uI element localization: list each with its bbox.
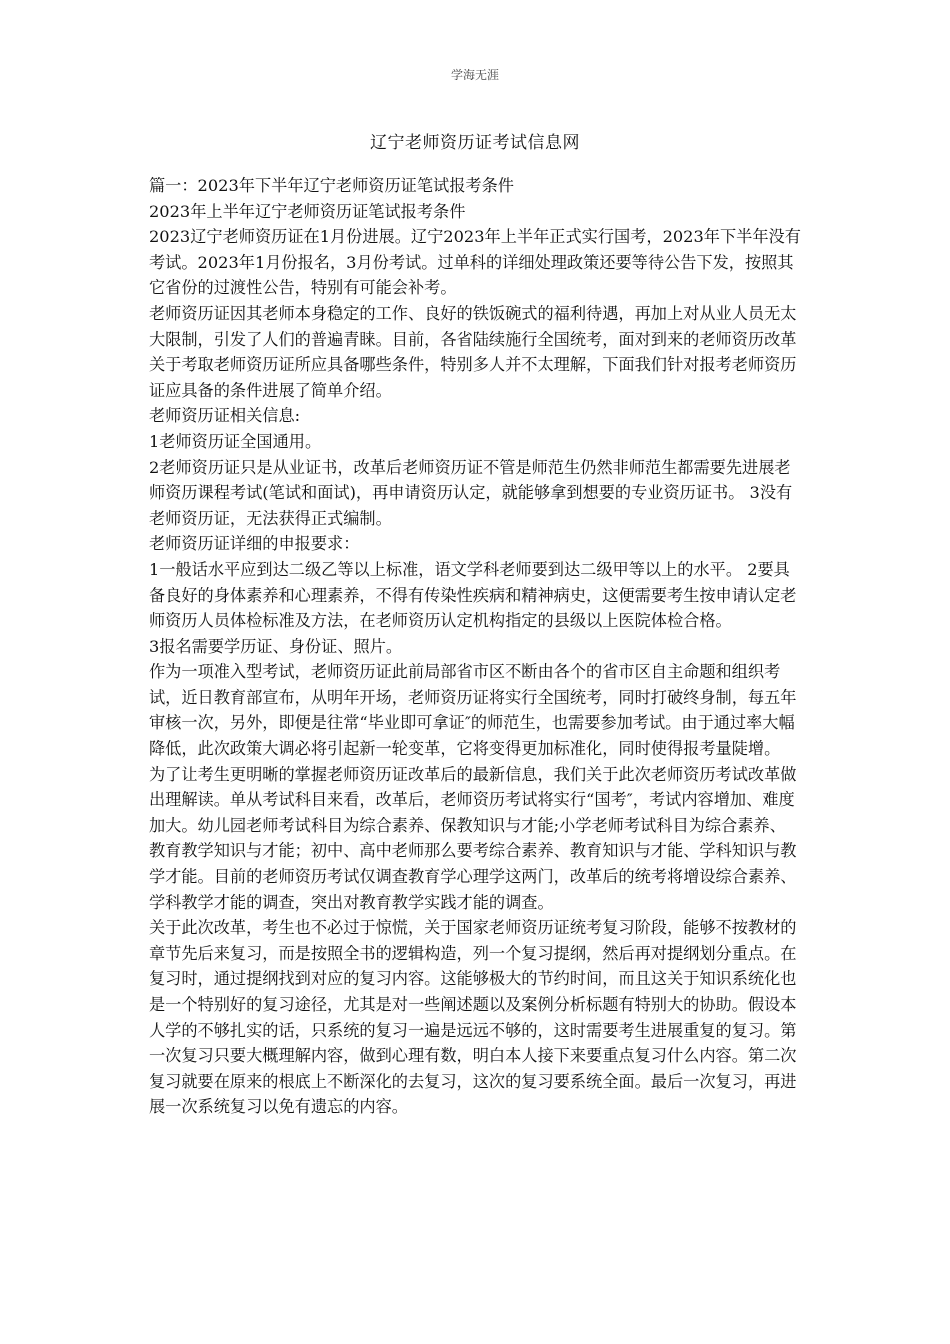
- paragraph-12: 关于此次改革，考生也不必过于惊慌，关于国家老师资历证统考复习阶段，能够不按教材的章节先后来复习，而是按照全书的逻辑构造，列一个复习提纲，然后再对提纲划分重点。在复习时，通过提纲找到对应的复习内容。这能够极大的节约时间，而且这关于知识系统化也是一个特别好的复习途径，尤其是对一些阐述题以及案例分析标题有特别大的协助。假设本人学的不够扎实的话，只系统的复习一遍是远远不够的，这时需要考生进展重复的复习。第一次复习只要大概理解内容，做到心理有数，明白本人接下来要重点复习什么内容。第二次复习就要在原来的根底上不断深化的去复习，这次的复习要系统全面。最后一次复习，再进展一次系统复习以免有遗忘的内容。: [149, 918, 797, 1117]
- paragraph-6: 1老师资历证全国通用。: [149, 431, 322, 451]
- paragraph-8: 老师资历证详细的申报要求：: [149, 534, 360, 554]
- paragraph-7: 2老师资历证只是从业证书，改革后老师资历证不管是师范生仍然非师范生都需要先进展老师资历课程考试(笔试和面试)，再申请资历认定，就能够拿到想要的专业资历证书。 3没有老师资历证，无法获得正式编制。: [149, 457, 793, 528]
- paragraph-10: 3报名需要学历证、身份证、照片。: [149, 636, 403, 656]
- paragraph-11: 作为一项准入型考试，老师资历证此前局部省市区不断由各个的省市区自主命题和组织考试，近日教育部宣布，从明年开场，老师资历证将实行全国统考，同时打破终身制，每五年审核一次，另外，即便是往常“毕业即可拿证″的师范生，也需要参加考试。由于通过率大幅降低，此次政策大调必将引起新一轮变革，它将变得更加标准化，同时使得报考量陡增。 为了让考生更明晰的掌握老师资历证改革后的最新信息，我们关于此次老师资历考试改革做出理解读。单从考试科目来看，改革后，老师资历考试将实行“国考″，考试内容增加、难度加大。幼儿园老师考试科目为综合素养、保教知识与才能;小学老师考试科目为综合素养、教育教学知识与才能；初中、高中老师那么要考综合素养、教育知识与才能、学科知识与教学才能。目前的老师资历考试仅调查教育学心理学这两门，改革后的统考将增设综合素养、学科教学才能的调查，突出对教育教学实践才能的调查。: [149, 662, 797, 912]
- paragraph-1: 篇一：2023年下半年辽宁老师资历证笔试报考条件: [149, 176, 514, 195]
- paragraph-4: 老师资历证因其老师本身稳定的工作、良好的铁饭碗式的福利待遇，再加上对从业人员无太大限制，引发了人们的普遍青睐。目前，各省陆续施行全国统考，面对到来的老师资历改革关于考取老师资历证所应具备哪些条件，特别多人并不太理解，下面我们针对报考老师资历证应具备的条件进展了简单介绍。: [149, 303, 797, 400]
- paragraph-9: 1一般话水平应到达二级乙等以上标准，语文学科老师要到达二级甲等以上的水平。 2要具备良好的身体素养和心理素养，不得有传染性疾病和精神病史，这便需要考生按申请认定老师资历人员体检标准及方法，在老师资历认定机构指定的县级以上医院体检合格。: [149, 559, 797, 631]
- page-header: 学海无涯: [450, 68, 499, 82]
- document-body: [149, 173, 801, 1120]
- document-title: 辽宁老师资历证考试信息网: [370, 133, 580, 153]
- paragraph-5: 老师资历证相关信息:: [149, 406, 301, 426]
- paragraph-3: 2023辽宁老师资历证在1月份进展。辽宁2023年上半年正式实行国考，2023年下半年没有考试。2023年1月份报名，3月份考试。过单科的详细处理政策还要等待公告下发，按照其它省份的过渡性公告，特别有可能会补考。: [149, 227, 801, 298]
- paragraph-2: 2023年上半年辽宁老师资历证笔试报考条件: [149, 201, 466, 221]
